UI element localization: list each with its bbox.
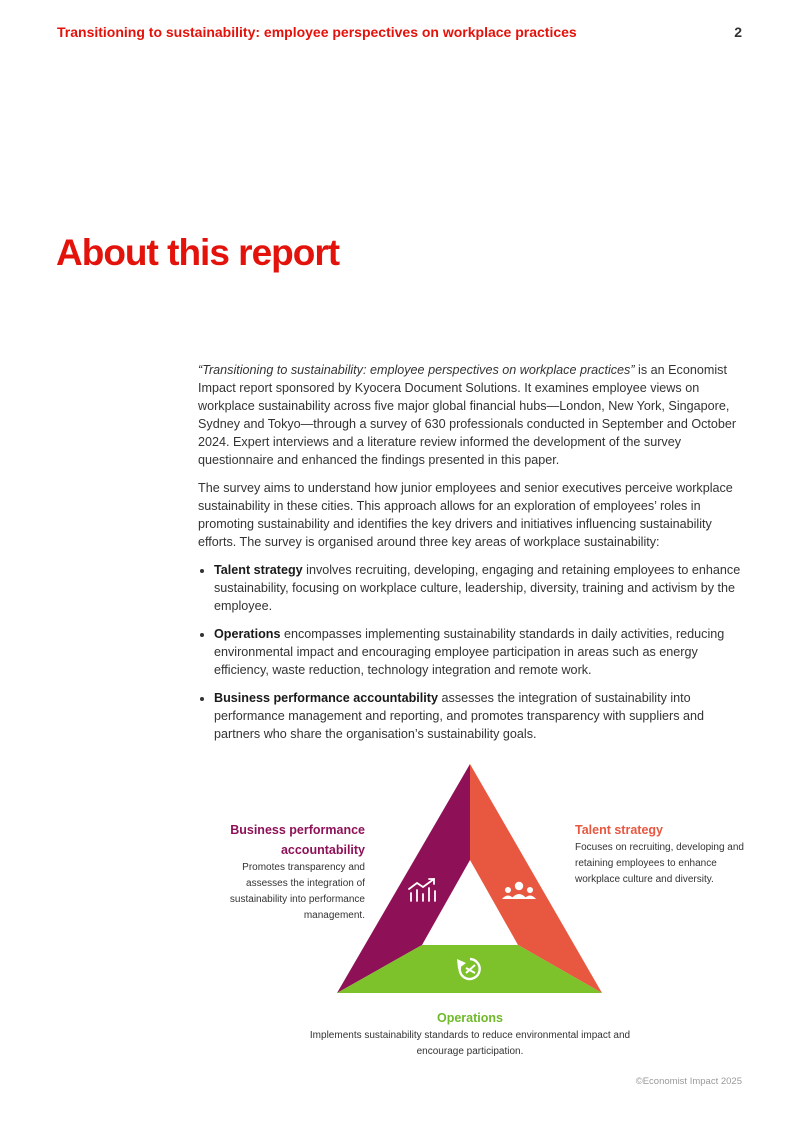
running-header-title: Transitioning to sustainability: employee perspectives on workplace practices [57,24,577,40]
intro-paragraph-2: The survey aims to understand how junior employees and senior executives perceive workplace sustainability in these cities. This approach allows for an exploration of employees’ roles in promoting sustainability and identifies the key drivers and initiatives influencing sustainability efforts. The survey is organised around three key areas of workplace sustainability: [198,481,733,549]
bullet-term-talent: Talent strategy [214,563,303,577]
intro-paragraph-1 [198,361,744,469]
bpa-label [200,820,365,924]
list-item [214,561,744,615]
bullet-term-bpa: Business performance accountability [214,691,438,705]
list-item [214,689,744,743]
copyright-footer: ©Economist Impact 2025 [635,1076,742,1087]
bpa-description: Promotes transparency and assesses the integration of sustainability into performance management. [229,862,365,921]
list-item [214,625,744,679]
bullet-text-bpa: assesses the integration of sustainability into performance management and reporting, and promotes transparency with suppliers and partners who share the organisation’s sustainability goals. [214,691,705,741]
page-title: About this report [56,232,340,273]
bullet-term-operations: Operations [214,627,281,641]
bullet-text-operations: encompasses implementing sustainability standards in daily activities, reducing environmental impact and encouraging employee participation in areas such as energy efficiency, waste reduction, technology integration and remote work. [214,627,725,677]
talent-description: Focuses on recruiting, developing and retaining employees to enhance workplace culture and diversity. [575,842,744,885]
bpa-title: Business performance accountability [230,823,365,857]
report-title-citation: “Transitioning to sustainability: employee perspectives on workplace practices” [198,363,635,377]
report-body [198,361,744,753]
page-number: 2 [734,24,742,40]
operations-label [300,1008,640,1060]
bullet-text-talent: involves recruiting, developing, engaging and retaining employees to enhance sustainability, focusing on workplace culture, leadership, diversity, training and activism by the employee. [214,563,741,613]
intro-paragraph-1-text: is an Economist Impact report sponsored by Kyocera Document Solutions. It examines employee views on workplace sustainability across five major global financial hubs—London, New York, Singapore, Sydney and Tokyo—through a survey of 630 professionals conducted in September and October 2024. Expert interviews and a literature review informed the development of the survey questionnaire and enhanced the findings presented in this paper. [198,363,737,467]
talent-title: Talent strategy [575,823,663,837]
key-areas-list [198,561,744,743]
sustainability-triangle-diagram [200,760,760,1070]
operations-title: Operations [437,1011,503,1025]
operations-description: Implements sustainability standards to reduce environmental impact and encourage participation. [309,1030,631,1057]
talent-label [575,820,745,888]
